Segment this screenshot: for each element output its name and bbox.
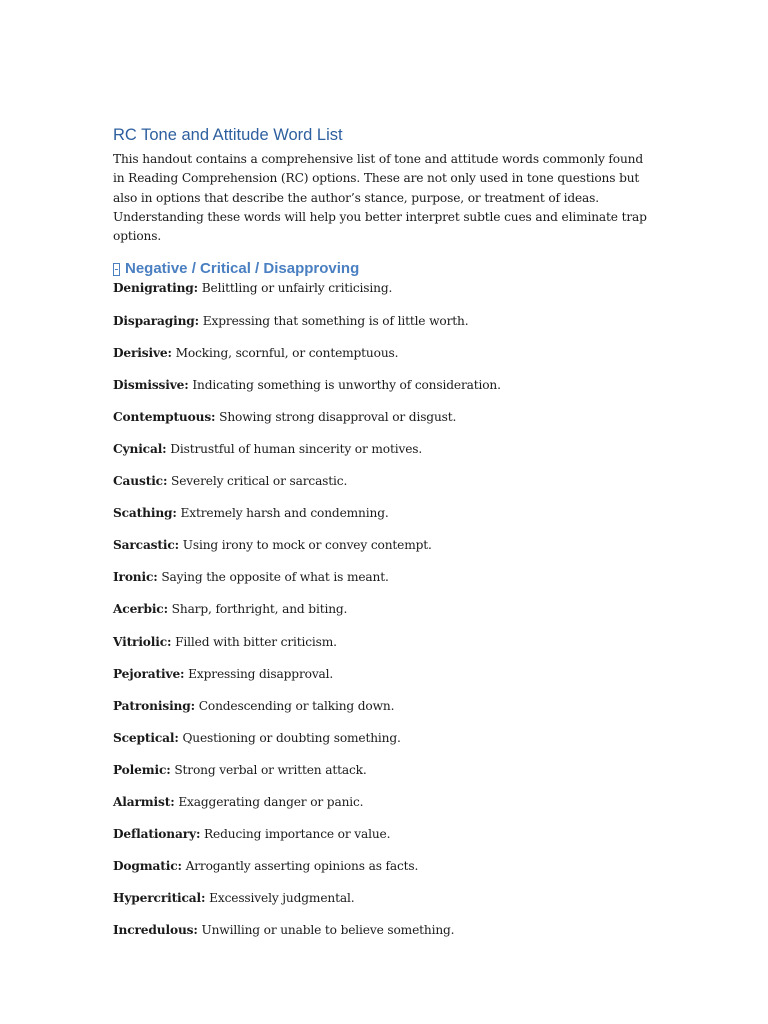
term-entry [113,279,658,311]
term-entry [113,633,658,665]
term-entry [113,504,658,536]
term-definition: Reducing importance or value. [204,827,391,842]
term-definition: Belittling or unfairly criticising. [201,281,393,296]
section-heading [113,259,658,279]
term-definition: Using irony to mock or convey contempt. [182,538,432,553]
term-word: Derisive: [113,345,172,360]
term-word: Sarcastic: [113,538,179,553]
term-definition: Exaggerating danger or panic. [178,794,364,809]
term-entry [113,729,658,761]
term-word: Scathing: [113,506,177,521]
term-entry [113,793,658,825]
term-word: Hypercritical: [113,891,206,906]
term-definition: Unwilling or unable to believe something. [201,923,455,938]
term-definition: Questioning or doubting something. [182,730,401,745]
term-entry [113,697,658,729]
term-definition: Mocking, scornful, or contemptuous. [175,345,399,360]
term-definition: Extremely harsh and condemning. [180,506,389,521]
term-word: Pejorative: [113,666,185,681]
term-entry [113,312,658,344]
term-definition: Condescending or talking down. [198,698,395,713]
term-word: Acerbic: [113,602,168,617]
terms-list [113,279,658,953]
term-entry [113,600,658,632]
term-entry [113,536,658,568]
term-entry [113,344,658,376]
term-word: Alarmist: [113,794,175,809]
term-definition: Distrustful of human sincerity or motives. [170,441,423,456]
document-page [113,124,658,953]
term-definition: Strong verbal or written attack. [174,762,367,777]
term-word: Disparaging: [113,313,200,328]
term-word: Incredulous: [113,923,198,938]
term-word: Patronising: [113,698,195,713]
term-definition: Severely critical or sarcastic. [171,474,348,489]
term-entry [113,440,658,472]
term-word: Ironic: [113,570,158,585]
term-definition: Indicating something is unworthy of consideration. [192,377,501,392]
term-word: Deflationary: [113,827,201,842]
term-word: Cynical: [113,441,167,456]
term-word: Sceptical: [113,730,179,745]
document-title: RC Tone and Attitude Word List [113,126,343,144]
term-entry [113,921,658,953]
term-definition: Filled with bitter criticism. [175,634,337,649]
term-word: Vitriolic: [113,634,172,649]
term-definition: Sharp, forthright, and biting. [171,602,348,617]
missing-glyph-icon [113,263,120,276]
section-heading-text: Negative / Critical / Disapproving [125,260,360,278]
term-word: Polemic: [113,762,171,777]
term-definition: Arrogantly asserting opinions as facts. [185,859,419,874]
term-entry [113,857,658,889]
term-definition: Saying the opposite of what is meant. [161,570,389,585]
term-word: Dismissive: [113,377,189,392]
term-entry [113,825,658,857]
term-entry [113,568,658,600]
intro-paragraph: This handout contains a comprehensive list of tone and attitude words commonly found in Reading Comprehension (RC) options. These are not only used in tone questions but also in options that describe the author’s stance, purpose, or treatment of ideas. Understanding these words will help you better interpret subtle cues and eliminate trap options. [113,152,647,244]
term-entry [113,761,658,793]
term-entry [113,665,658,697]
term-entry [113,376,658,408]
term-definition: Excessively judgmental. [209,891,355,906]
term-definition: Expressing that something is of little worth. [202,313,469,328]
term-word: Dogmatic: [113,859,182,874]
term-entry [113,472,658,504]
term-entry [113,408,658,440]
term-word: Denigrating: [113,281,198,296]
term-definition: Expressing disapproval. [188,666,334,681]
term-definition: Showing strong disapproval or disgust. [219,409,457,424]
term-word: Caustic: [113,474,168,489]
term-entry [113,889,658,921]
term-word: Contemptuous: [113,409,216,424]
